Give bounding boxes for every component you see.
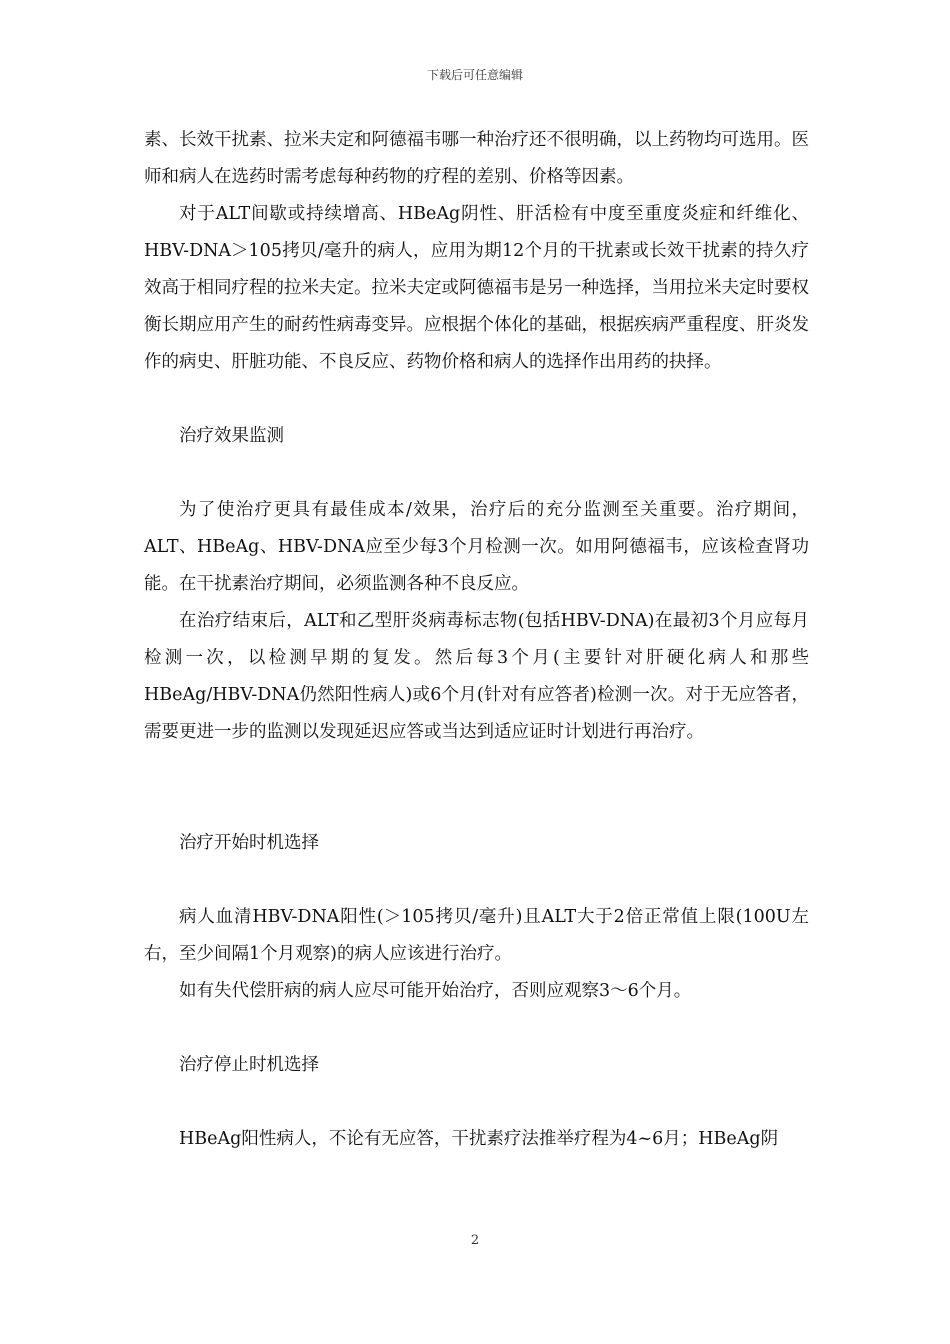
paragraph-stop-criteria: HBeAg阳性病人，不论有无应答，干扰素疗法推举疗程为4~6月；HBeAg阴 — [179, 1129, 779, 1149]
page-header: 下载后可任意编辑 — [426, 68, 523, 82]
section-heading-stop-timing: 治疗停止时机选择 — [179, 1055, 319, 1075]
document-body — [144, 122, 809, 1158]
paragraph-decompensated: 如有失代偿肝病的病人应尽可能开始治疗，否则应观察3～6个月。 — [179, 981, 692, 1001]
paragraph-monitoring-after: 在治疗结束后，ALT和乙型肝炎病毒标志物(包括HBV-DNA)在最初3个月应每月检测一次，以检测早期的复发。然后每3个月(主要针对肝硬化病人和那些HBeAg/HBV-DNA仍然阳性病人)或6个月(针对有应答者)检测一次。对于无应答者，需要更进一步的监测以发现延迟应答或当达到适应证时计划进行再治疗。 — [144, 611, 809, 742]
paragraph-drug-choice: 素、长效干扰素、拉米夫定和阿德福韦哪一种治疗还不很明确，以上药物均可选用。医师和病人在选药时需考虑每种药物的疗程的差别、价格等因素。 — [144, 130, 809, 187]
section-heading-start-timing: 治疗开始时机选择 — [179, 833, 319, 853]
paragraph-monitoring-during: 为了使治疗更具有最佳成本/效果，治疗后的充分监测至关重要。治疗期间，ALT、HBeAg、HBV-DNA应至少每3个月检测一次。如用阿德福韦，应该检查肾功能。在干扰素治疗期间，必须监测各种不良反应。 — [144, 500, 809, 594]
paragraph-alt-hbeag-negative: 对于ALT间歇或持续增高、HBeAg阴性、肝活检有中度至重度炎症和纤维化、HBV-DNA＞105拷贝/毫升的病人，应用为期12个月的干扰素或长效干扰素的持久疗效高于相同疗程的拉米夫定。拉米夫定或阿德福韦是另一种选择，当用拉米夫定时要权衡长期应用产生的耐药性病毒变异。应根据个体化的基础，根据疾病严重程度、肝炎发作的病史、肝脏功能、不良反应、药物价格和病人的选择作出用药的抉择。 — [144, 204, 809, 372]
page-number: 2 — [470, 1233, 480, 1248]
paragraph-start-criteria: 病人血清HBV-DNA阳性(＞105拷贝/毫升)且ALT大于2倍正常值上限(100U左右，至少间隔1个月观察)的病人应该进行治疗。 — [144, 907, 809, 964]
section-heading-monitoring: 治疗效果监测 — [179, 426, 284, 446]
